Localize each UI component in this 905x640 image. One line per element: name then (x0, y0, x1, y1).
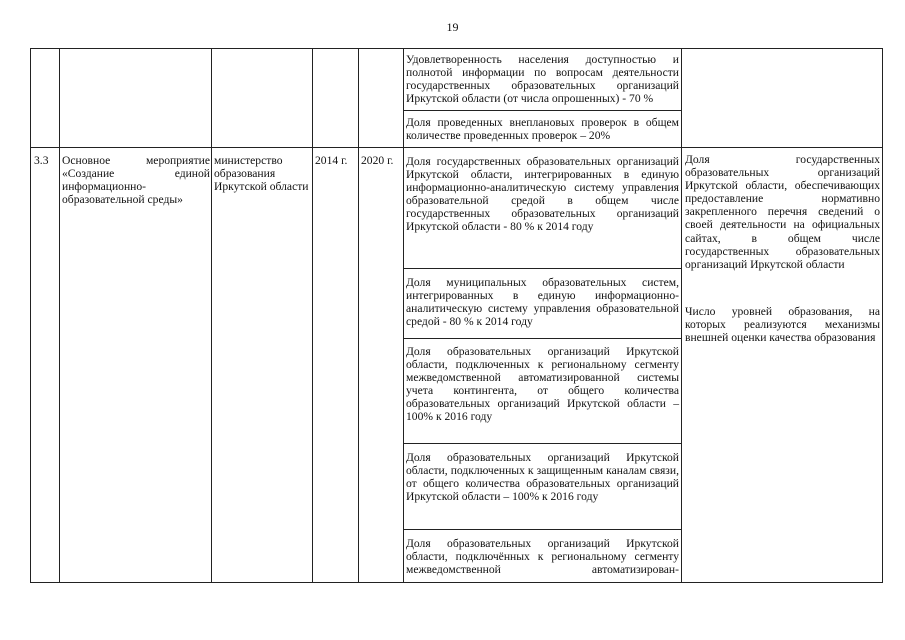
col-border-left (30, 48, 31, 583)
row-border-3-3 (30, 147, 883, 148)
col-border-executor (312, 48, 313, 583)
row-border-bottom (30, 582, 883, 583)
row-border-top (30, 48, 883, 49)
page-number: 19 (446, 20, 459, 34)
result-official-sites: Доля государственных образовательных организаций Иркутской области, обеспечивающих предоставление нормативно закрепленного перечня сведений о своей деятельности на официальных сайтах, в общем числе государственных образовательных организаций Иркутской области (685, 153, 880, 271)
indicator-divider-1 (403, 268, 682, 269)
indicator-divider-4 (403, 529, 682, 530)
indicator-divider-top-1 (403, 110, 682, 111)
result-education-levels: Число уровней образования, на которых реализуются механизмы внешней оценки качества образования (685, 305, 880, 345)
start-year: 2014 г. (315, 154, 348, 167)
col-border-event (211, 48, 212, 583)
executor-name: министерство образования Иркутской области (214, 154, 309, 194)
indicator-divider-3 (403, 443, 682, 444)
row-number: 3.3 (34, 154, 49, 167)
col-border-start (358, 48, 359, 583)
event-name: Основное мероприятие «Создание единой информационно-образовательной среды» (62, 154, 210, 207)
indicator-population-satisfaction: Удовлетворенность населения доступностью и полнотой информации по вопросам деятельности государственных образовательных организаций Иркутской области (от числа опрошенных) - 70 % (406, 53, 679, 106)
indicator-secure-channels: Доля образовательных организаций Иркутской области, подключенных к защищенным каналам связи, от общего количества образовательных организаций Иркутской области – 100% к 2016 году (406, 451, 679, 504)
indicator-municipal-systems-integrated: Доля муниципальных образовательных систем, интегрированных в единую информационно-аналитическую систему управления образовательной средой - 80 % к 2014 году (406, 276, 679, 329)
col-border-indicators (681, 48, 682, 583)
indicator-divider-2 (403, 338, 682, 339)
indicator-contingent-system: Доля образовательных организаций Иркутской области, подключенных к региональному сегменту межведомственной автоматизированной системы учета контингента, от общего количества образовательных организаций Иркутской области – 100% к 2016 году (406, 345, 679, 424)
indicator-unplanned-inspections: Доля проведенных внеплановых проверок в общем количестве проведенных проверок – 20% (406, 116, 679, 143)
col-border-end (403, 48, 404, 583)
indicator-state-orgs-integrated: Доля государственных образовательных организаций Иркутской области, интегрированных в единую информационно-аналитическую систему управления образовательной средой в общем числе государственных образовательных организаций Иркутской области - 80 % к 2014 году (406, 155, 679, 234)
end-year: 2020 г. (361, 154, 394, 167)
col-border-number (59, 48, 60, 583)
indicator-regional-segment: Доля образовательных организаций Иркутской области, подключённых к региональному сегменту межведомственной автоматизирован- (406, 537, 679, 577)
col-border-right (882, 48, 883, 583)
